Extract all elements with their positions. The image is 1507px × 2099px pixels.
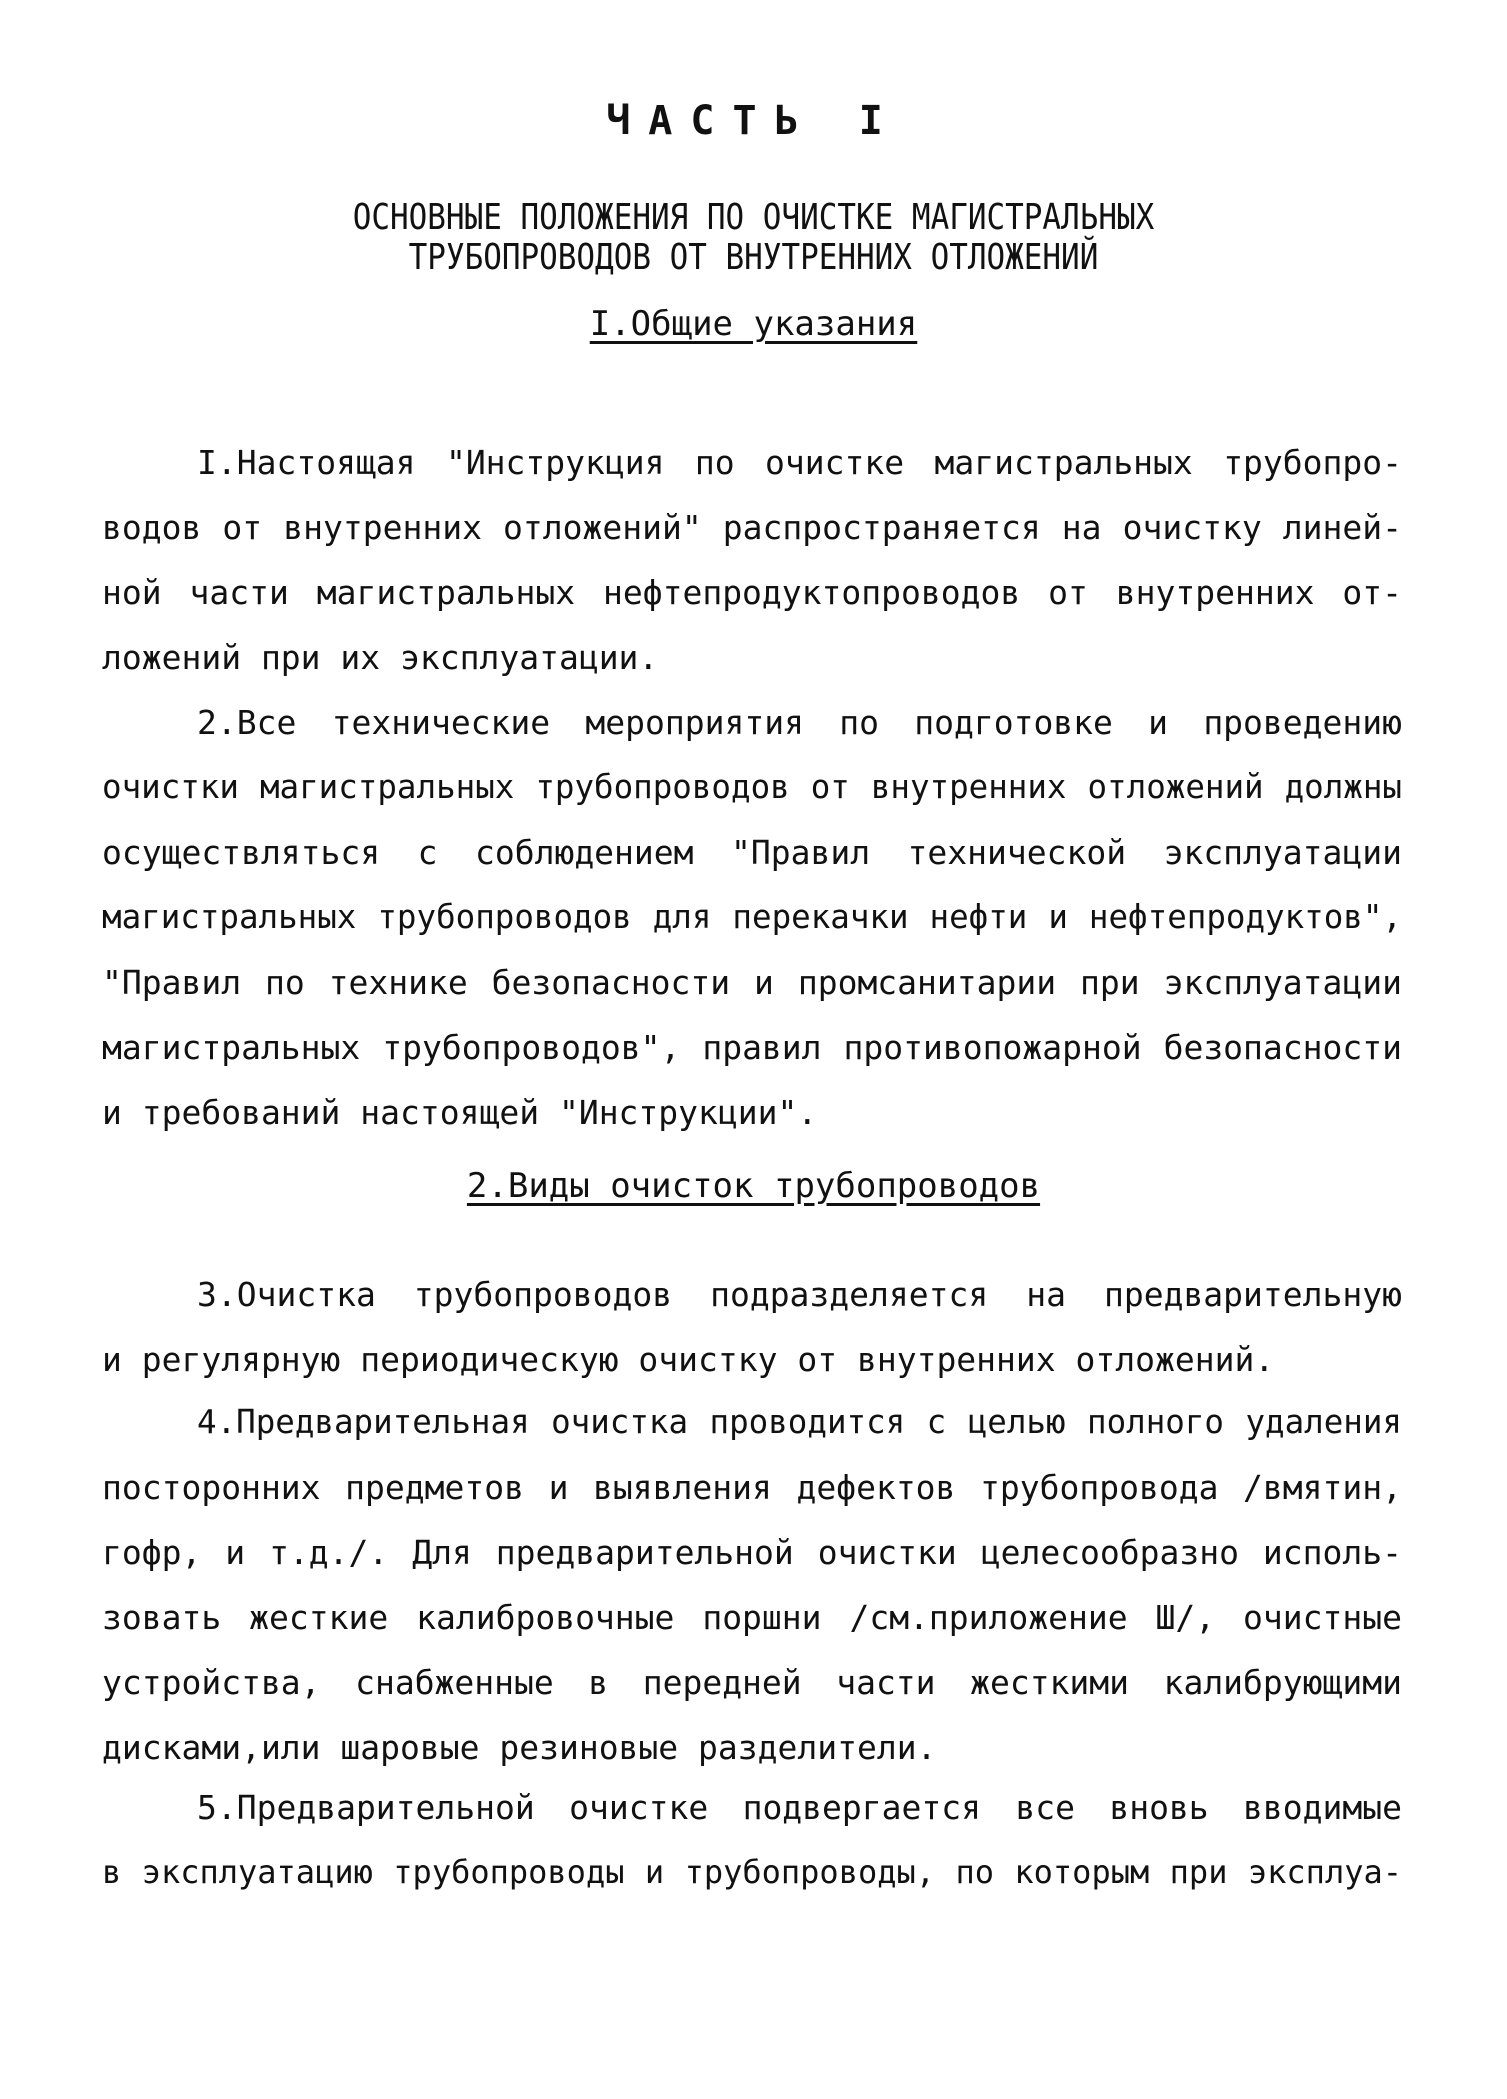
text-line: осуществляться с соблюдением "Правил технической эксплуатации — [102, 833, 1402, 872]
text-line: и регулярную периодическую очистку от внутренних отложений. — [102, 1340, 1275, 1379]
document-title-line: ОСНОВНЫЕ ПОЛОЖЕНИЯ ПО ОЧИСТКЕ МАГИСТРАЛЬНЫХ — [352, 197, 1155, 238]
text-line: водов от внутренних отложений" распространяется на очистку линей- — [102, 508, 1402, 547]
text-line: 4.Предварительная очистка проводится с целью полного удаления — [197, 1403, 1402, 1441]
text-line: 2.Все технические мероприятия по подготовке и проведению — [197, 703, 1402, 742]
text-line: очистки магистральных трубопроводов от внутренних отложений должны — [102, 768, 1402, 806]
document-title — [105, 198, 1401, 278]
text-line: устройства, снабженные в передней части жесткими калибрующими — [102, 1663, 1402, 1702]
text-line: и требований настоящей "Инструкции". — [102, 1093, 818, 1132]
part-title: ЧАСТЬ I — [606, 98, 901, 144]
text-line: "Правил по технике безопасности и промсанитарии при эксплуатации — [102, 963, 1402, 1002]
paragraph-4 — [102, 1390, 1402, 1780]
text-line: I.Настоящая "Инструкция по очистке магистральных трубопро- — [197, 443, 1402, 482]
paragraph-2 — [102, 690, 1402, 1145]
paragraph-1 — [102, 430, 1402, 690]
section-heading: 2.Виды очисток трубопроводов — [466, 1166, 1041, 1206]
text-line: зовать жесткие калибровочные поршни /см.приложение Ш/, очистные — [102, 1598, 1402, 1637]
text-line: ной части магистральных нефтепродуктопроводов от внутренних от- — [102, 573, 1402, 612]
text-line: в эксплуатацию трубопроводы и трубопроводы, по которым при эксплуа- — [102, 1853, 1402, 1891]
section-heading: I.Общие указания — [589, 304, 918, 344]
paragraph-5 — [102, 1775, 1402, 1905]
text-line: 3.Очистка трубопроводов подразделяется на предварительную — [197, 1275, 1402, 1314]
text-line: магистральных трубопроводов", правил противопожарной безопасности — [102, 1028, 1402, 1067]
paragraph-3 — [102, 1262, 1402, 1392]
text-line: магистральных трубопроводов для перекачки нефти и нефтепродуктов", — [102, 898, 1402, 936]
text-line: дисками,или шаровые резиновые разделители. — [102, 1728, 937, 1767]
document-title-line: ТРУБОПРОВОДОВ ОТ ВНУТРЕННИХ ОТЛОЖЕНИЙ — [408, 237, 1099, 278]
text-line: посторонних предметов и выявления дефектов трубопровода /вмятин, — [102, 1468, 1402, 1507]
text-line: ложений при их эксплуатации. — [102, 638, 659, 677]
text-line: 5.Предварительной очистке подвергается все вновь вводимые — [197, 1788, 1402, 1827]
text-line: гофр, и т.д./. Для предварительной очистки целесообразно исполь- — [102, 1533, 1402, 1572]
